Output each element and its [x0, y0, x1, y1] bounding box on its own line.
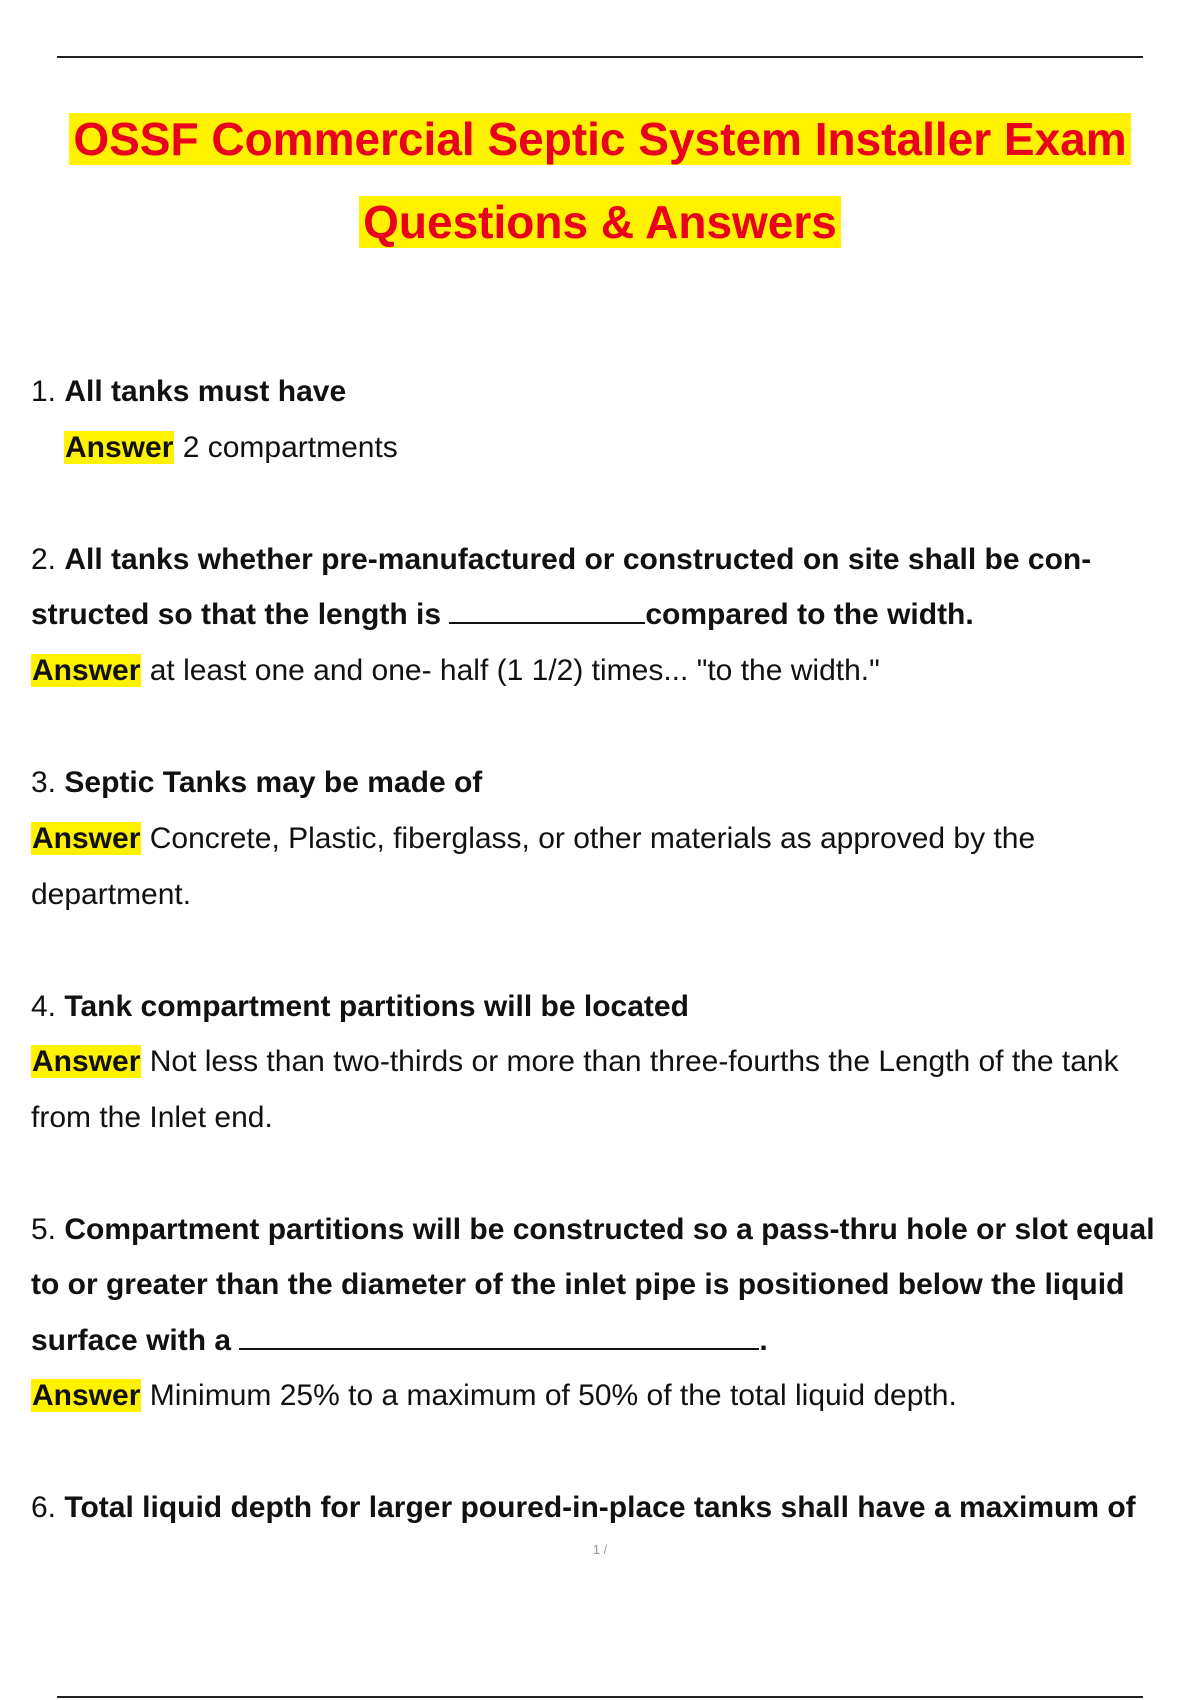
question-4 — [31, 987, 1200, 1027]
fill-in-blank — [239, 1322, 759, 1350]
answer-text: Minimum 25% to a maximum of 50% of the total liquid depth. — [149, 1379, 957, 1412]
answer-text: Concrete, Plastic, fiberglass, or other materials as approved by the — [149, 822, 1036, 855]
question-6 — [31, 1488, 1200, 1528]
document-title-line-2: Questions & Answers — [0, 193, 1200, 251]
question-3 — [31, 763, 1200, 803]
answer-4-continued — [31, 1098, 1200, 1138]
fill-in-blank — [449, 596, 645, 624]
question-text: . — [759, 1324, 768, 1357]
question-number: 5. — [31, 1213, 57, 1246]
answer-text: Not less than two-thirds or more than three-fourths the Length of the tank — [149, 1045, 1119, 1078]
question-text: All tanks whether pre-manufactured or constructed on site shall be con- — [64, 543, 1092, 576]
document-title-line-1: OSSF Commercial Septic System Installer Exam — [0, 110, 1200, 168]
question-number: 2. — [31, 543, 57, 576]
question-text: to or greater than the diameter of the inlet pipe is positioned below the liquid — [31, 1268, 1125, 1301]
answer-3-continued — [31, 875, 1200, 915]
answer-text: 2 compartments — [182, 431, 398, 464]
answer-text: at least one and one- half (1 1/2) times... "to the width." — [149, 654, 880, 687]
page-number: 1 / — [592, 1542, 608, 1557]
answer-label: Answer — [32, 822, 141, 855]
question-text: compared to the width. — [645, 598, 974, 631]
question-5 — [31, 1210, 1200, 1250]
answer-text: department. — [31, 878, 192, 911]
question-text: Compartment partitions will be constructed so a pass-thru hole or slot equal — [64, 1213, 1155, 1246]
question-number: 1. — [31, 375, 57, 408]
question-number: 3. — [31, 766, 57, 799]
question-text: Septic Tanks may be made of — [64, 766, 483, 799]
answer-label: Answer — [65, 431, 174, 464]
answer-label: Answer — [32, 654, 141, 687]
answer-1 — [64, 428, 1200, 468]
question-number: 4. — [31, 990, 57, 1023]
answer-label: Answer — [32, 1379, 141, 1412]
question-5-continued — [31, 1265, 1200, 1305]
answer-3 — [31, 819, 1200, 859]
answer-5 — [31, 1376, 1200, 1416]
question-2 — [31, 540, 1200, 580]
question-2-continued — [31, 595, 1200, 635]
question-text: structed so that the length is — [31, 598, 450, 631]
question-text: Total liquid depth for larger poured-in-place tanks shall have a maximum of — [64, 1491, 1136, 1524]
question-text: Tank compartment partitions will be located — [64, 990, 689, 1023]
question-text: All tanks must have — [64, 375, 347, 408]
answer-label: Answer — [32, 1045, 141, 1078]
question-5-continued-2 — [31, 1321, 1200, 1361]
question-number: 6. — [31, 1491, 57, 1524]
answer-text: from the Inlet end. — [31, 1101, 273, 1134]
question-text: surface with a — [31, 1324, 240, 1357]
question-1 — [31, 372, 1200, 412]
answer-2 — [31, 651, 1200, 691]
answer-4 — [31, 1042, 1200, 1082]
top-rule — [57, 56, 1143, 58]
bottom-rule — [57, 1696, 1143, 1698]
